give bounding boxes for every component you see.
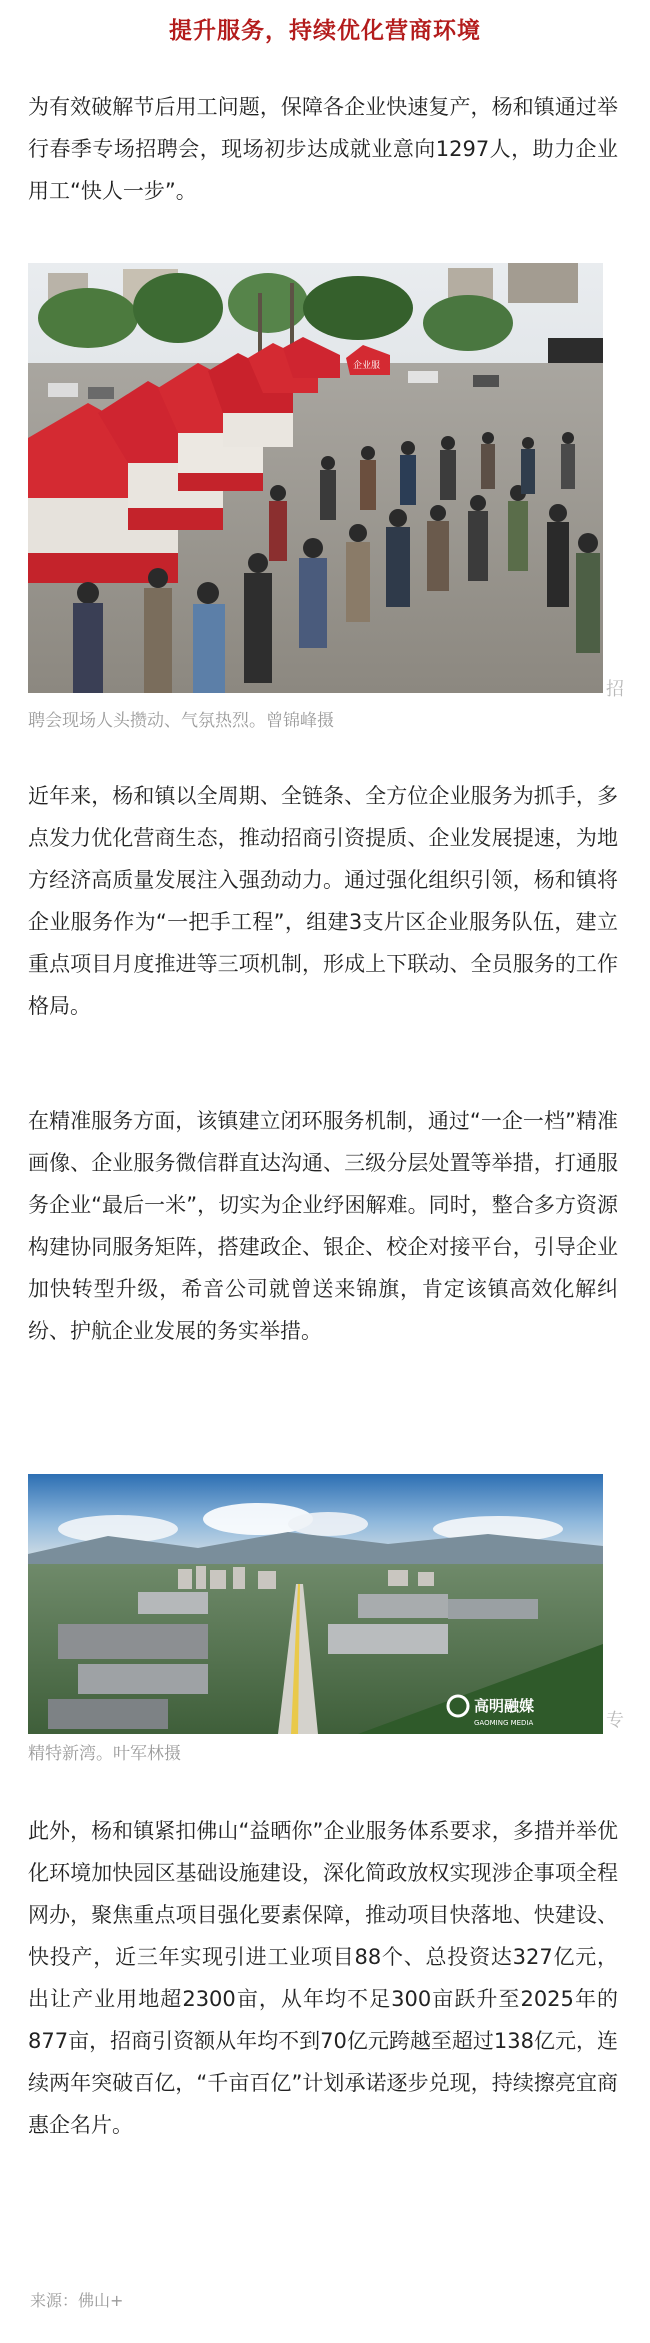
paragraph-4: 此外，杨和镇紧扣佛山“益晒你”企业服务体系要求，多措并举优化环境加快园区基础设施建设，深化简政放权实现涉企事项全程网办，聚焦重点项目强化要素保障，推动项目快落地、快建设、快投产，近三年实现引进工业项目88个、总投资达327亿元，出让产业用地超2300亩，从年均不足300亩跃升至2025年的877亩，招商引资额从年均不到70亿元跨越至超过138亿元，连续两年突破百亿，“千亩百亿”计划承诺逐步兑现，持续擦亮宜商惠企名片。: [28, 1819, 618, 2137]
tent-sign: 企业服: [353, 361, 381, 371]
source-note: 来源：佛山+: [30, 2291, 124, 2310]
job-fair-photo: [28, 263, 603, 693]
watermark-logo: 高明融媒: [474, 1697, 535, 1715]
aerial-photo: [28, 1474, 603, 1734]
photo-2-caption: 精特新湾。叶军林摄: [28, 1744, 181, 1764]
aerial-image: [28, 1474, 603, 1734]
paragraph-3: 在精准服务方面，该镇建立闭环服务机制，通过“一企一档”精准画像、企业服务微信群直达沟通、三级分层处置等举措，打通服务企业“最后一米”，切实为企业纾困解难。同时，整合多方资源构建协同服务矩阵，搭建政企、银企、校企对接平台，引导企业加快转型升级，希音公司就曾送来锦旗，肯定该镇高效化解纠纷、护航企业发展的务实举措。: [28, 1109, 618, 1343]
photo-2-caption-tail: 专: [606, 1710, 624, 1731]
watermark-sub: GAOMING MEDIA: [474, 1719, 534, 1727]
job-fair-image: [28, 263, 603, 693]
paragraph-1: 为有效破解节后用工问题，保障各企业快速复产，杨和镇通过举行春季专场招聘会，现场初步达成就业意向1297人，助力企业用工“快人一步”。: [28, 95, 618, 203]
section-title: 提升服务，持续优化营商环境: [169, 18, 481, 44]
photo-1-caption: 聘会现场人头攒动、气氛热烈。曾锦峰摄: [28, 711, 334, 731]
photo-1-caption-tail: 招: [606, 679, 624, 700]
paragraph-2: 近年来，杨和镇以全周期、全链条、全方位企业服务为抓手，多点发力优化营商生态，推动招商引资提质、企业发展提速，为地方经济高质量发展注入强劲动力。通过强化组织引领，杨和镇将企业服务作为“一把手工程”，组建3支片区企业服务队伍，建立重点项目月度推进等三项机制，形成上下联动、全员服务的工作格局。: [28, 784, 618, 1018]
